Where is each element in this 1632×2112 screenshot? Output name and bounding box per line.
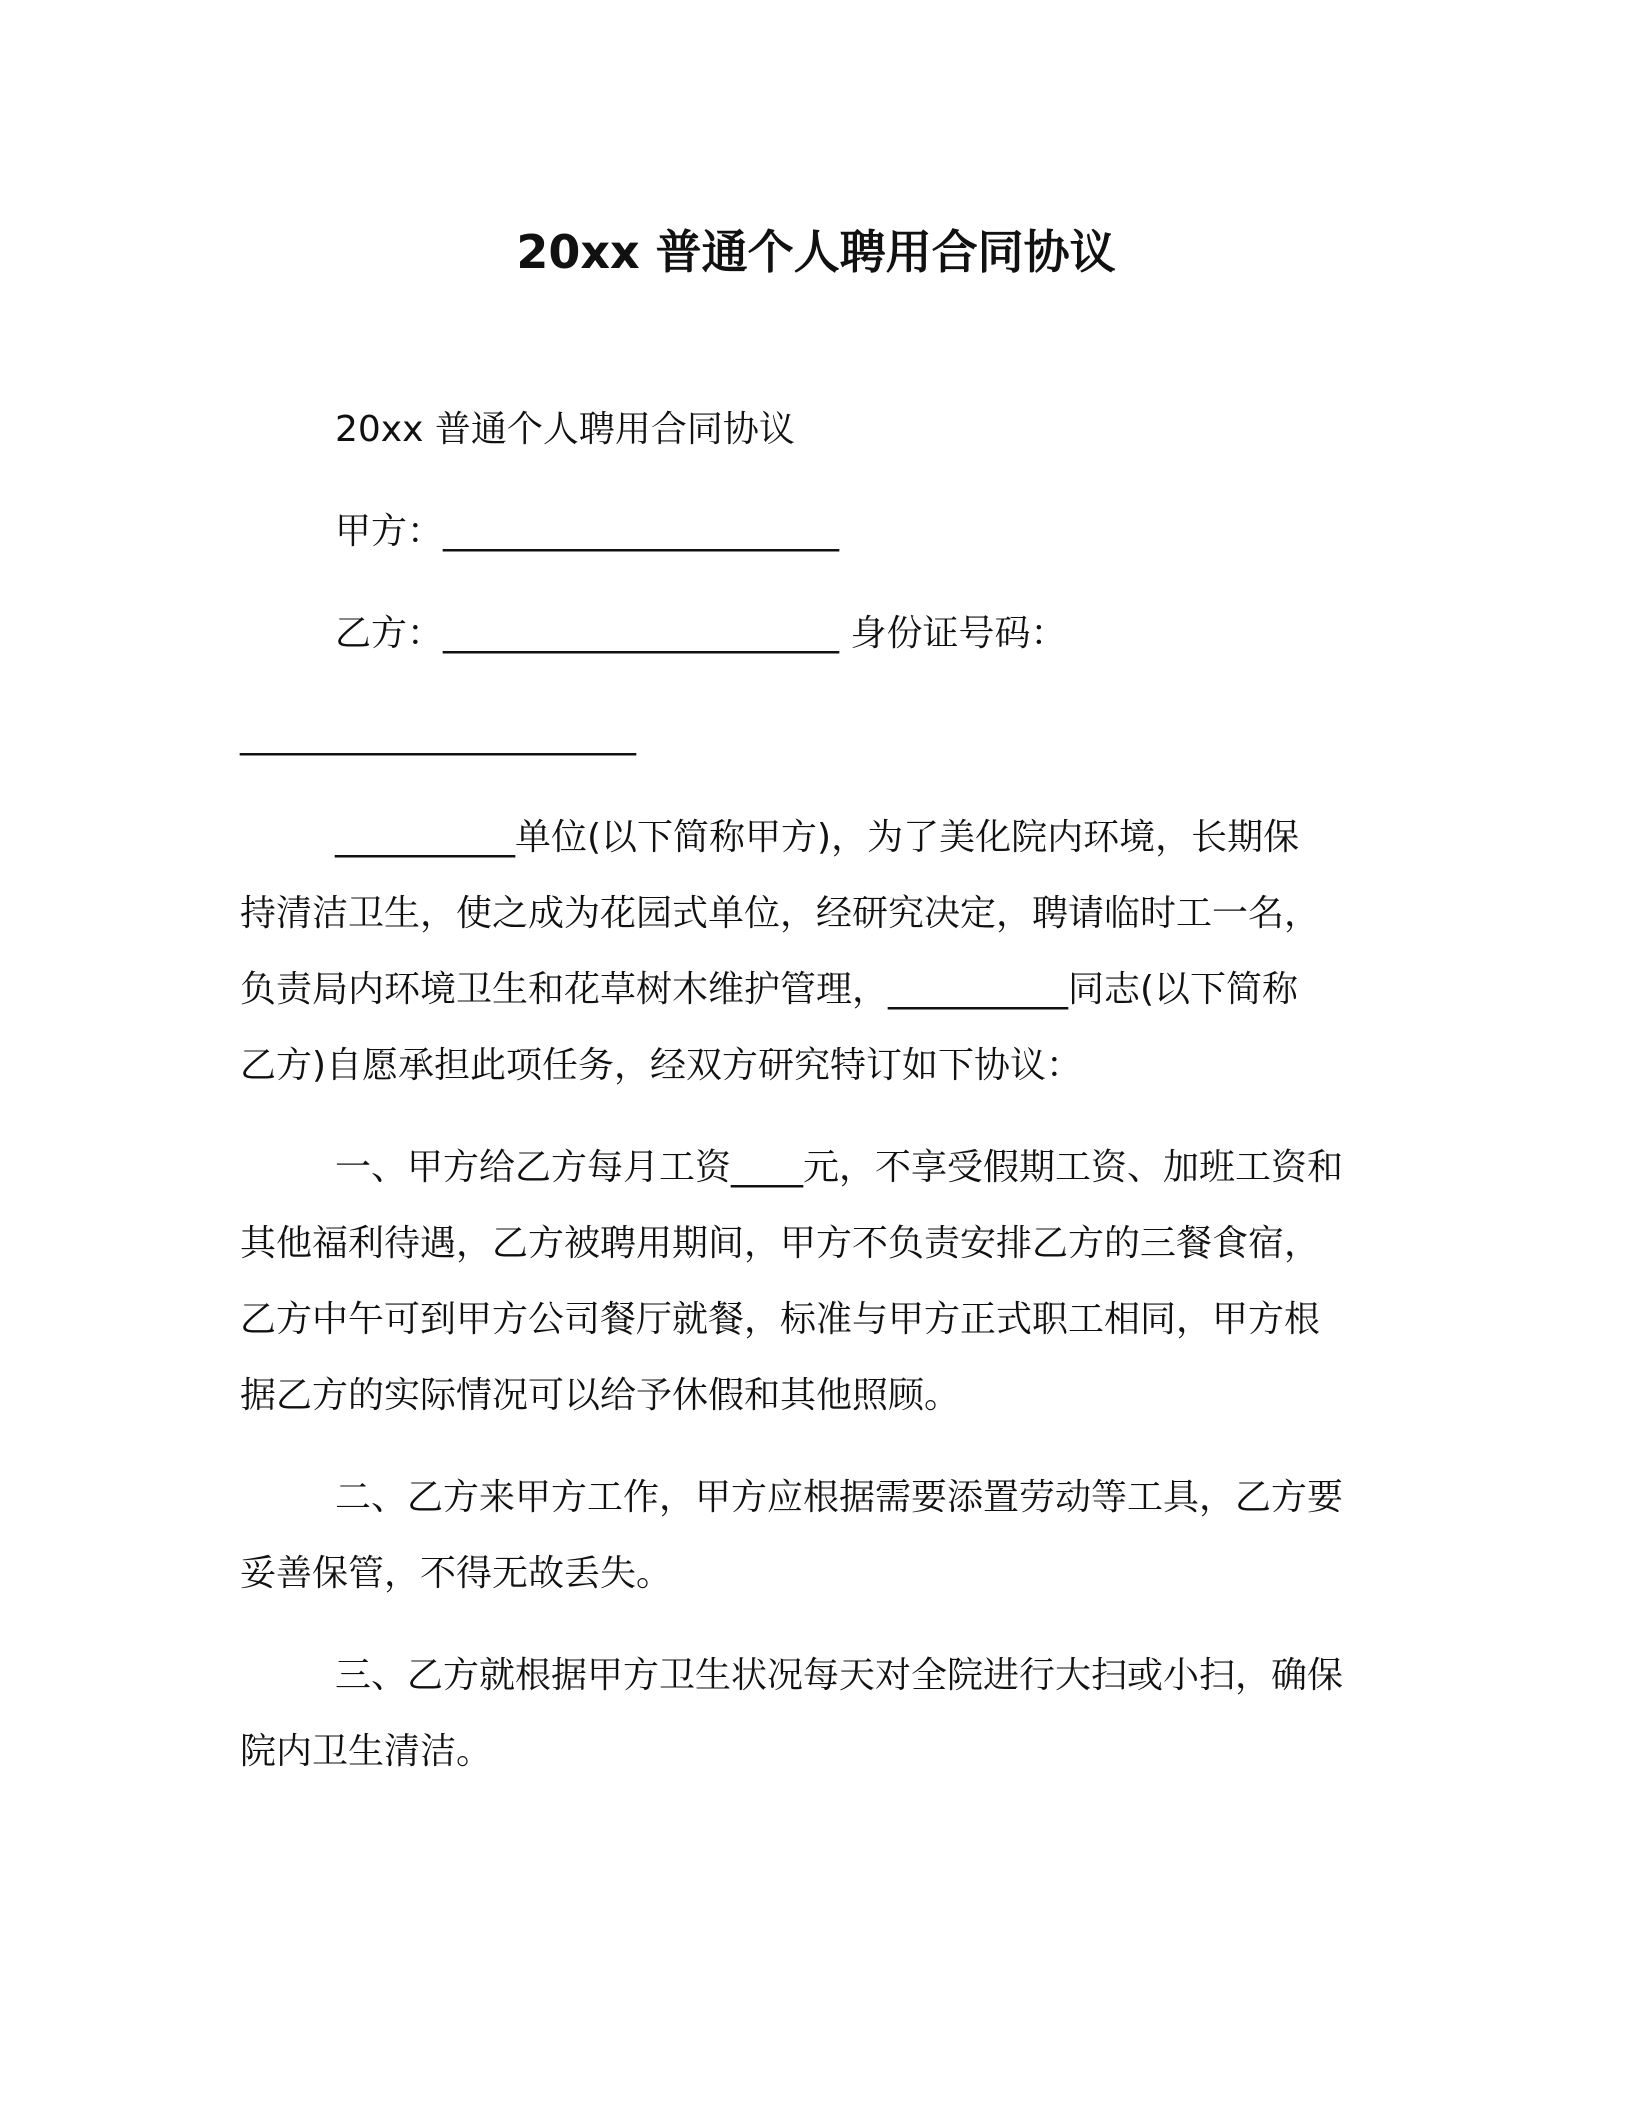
clause-2-line: 妥善保管，不得无故丢失。 <box>240 1553 673 1594</box>
party-a-line: 甲方：______________________ <box>335 511 840 552</box>
clause-3-paragraph <box>240 1638 1388 1790</box>
clause-2-paragraph <box>240 1460 1388 1612</box>
clause-1-paragraph <box>240 1130 1388 1434</box>
intro-paragraph <box>240 800 1388 1104</box>
clause-1-line: 据乙方的实际情况可以给予休假和其他照顾。 <box>240 1375 961 1416</box>
clause-1-line: 其他福利待遇，乙方被聘用期间，甲方不负责安排乙方的三餐食宿， <box>240 1223 1321 1264</box>
clause-1-line: 乙方中午可到甲方公司餐厅就餐，标准与甲方正式职工相同，甲方根 <box>240 1299 1321 1340</box>
id-number-blank: ______________________ <box>240 715 636 756</box>
intro-line: 负责局内环境卫生和花草树木维护管理，__________同志(以下简称 <box>240 969 1299 1010</box>
document-body <box>240 392 1388 1790</box>
intro-line: 持清洁卫生，使之成为花园式单位，经研究决定，聘请临时工一名， <box>240 893 1321 934</box>
intro-line: __________单位(以下简称甲方)，为了美化院内环境，长期保 <box>335 817 1300 858</box>
intro-line: 乙方)自愿承担此项任务，经双方研究特订如下协议： <box>240 1045 1083 1086</box>
clause-3-line: 院内卫生清洁。 <box>240 1731 493 1772</box>
party-b-line: 乙方：______________________ 身份证号码： <box>335 613 1067 654</box>
clause-2-line: 二、乙方来甲方工作，甲方应根据需要添置劳动等工具，乙方要 <box>335 1477 1344 1518</box>
clause-1-line: 一、甲方给乙方每月工资____元，不享受假期工资、加班工资和 <box>335 1147 1344 1188</box>
document-subtitle: 20xx 普通个人聘用合同协议 <box>335 409 795 450</box>
document-title: 20xx 普通个人聘用合同协议 <box>516 225 1116 279</box>
clause-3-line: 三、乙方就根据甲方卫生状况每天对全院进行大扫或小扫，确保 <box>335 1655 1344 1696</box>
